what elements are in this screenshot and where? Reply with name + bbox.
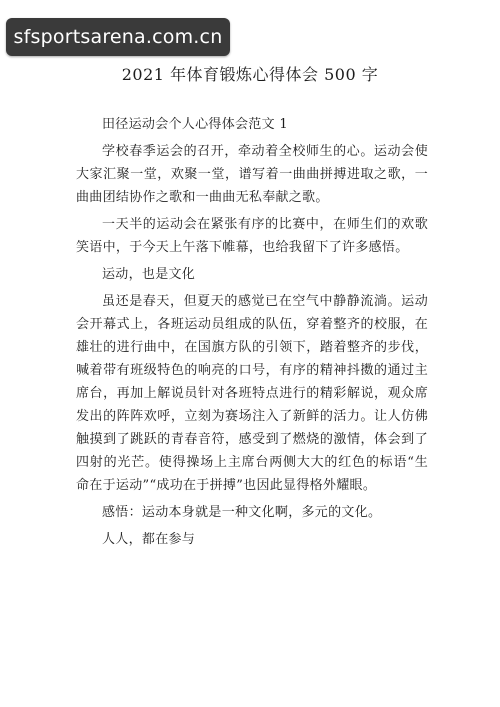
paragraph: 感悟：运动本身就是一种文化啊，多元的文化。 (102, 505, 382, 520)
paragraph: 一天半的运动会在紧张有序的比赛中，在师生们的欢歌笑语中，于今天上午落下帷幕，也给我留下了许多感悟。 (76, 217, 428, 255)
document-body (76, 113, 428, 551)
paragraph: 学校春季运会的召开，牵动着全校师生的心。运动会使大家汇聚一堂，欢聚一堂，谱写着一曲曲拼搏进取之歌，一曲曲团结协作之歌和一曲曲无私奉献之歌。 (76, 144, 428, 205)
watermark-banner: sfsportsarena.com.cn (6, 18, 230, 56)
paragraph-section-heading: 人人，都在参与 (102, 532, 196, 547)
paragraph-section-heading: 运动，也是文化 (102, 267, 196, 282)
document-title: 2021 年体育锻炼心得体会 500 字 (121, 65, 379, 84)
paragraph-subheading: 田径运动会个人心得体会范文 1 (102, 117, 288, 132)
paragraph: 虽还是春天，但夏天的感觉已在空气中静静流淌。运动会开幕式上，各班运动员组成的队伍，穿着整齐的校服，在雄壮的进行曲中，在国旗方队的引领下，踏着整齐的步伐，喊着带有班级特色的响亮的口号，有序的精神抖擞的通过主席台，再加上解说员针对各班特点进行的精彩解说，观众席发出的阵阵欢呼，立刻为赛场注入了新鲜的活力。让人仿佛触摸到了跳跃的青春音符，感受到了燃烧的激情，体会到了四射的光芒。使得操场上主席台两侧大大的红色的标语“生命在于运动”“成功在于拼搏”也因此显得格外耀眼。 (76, 294, 428, 493)
